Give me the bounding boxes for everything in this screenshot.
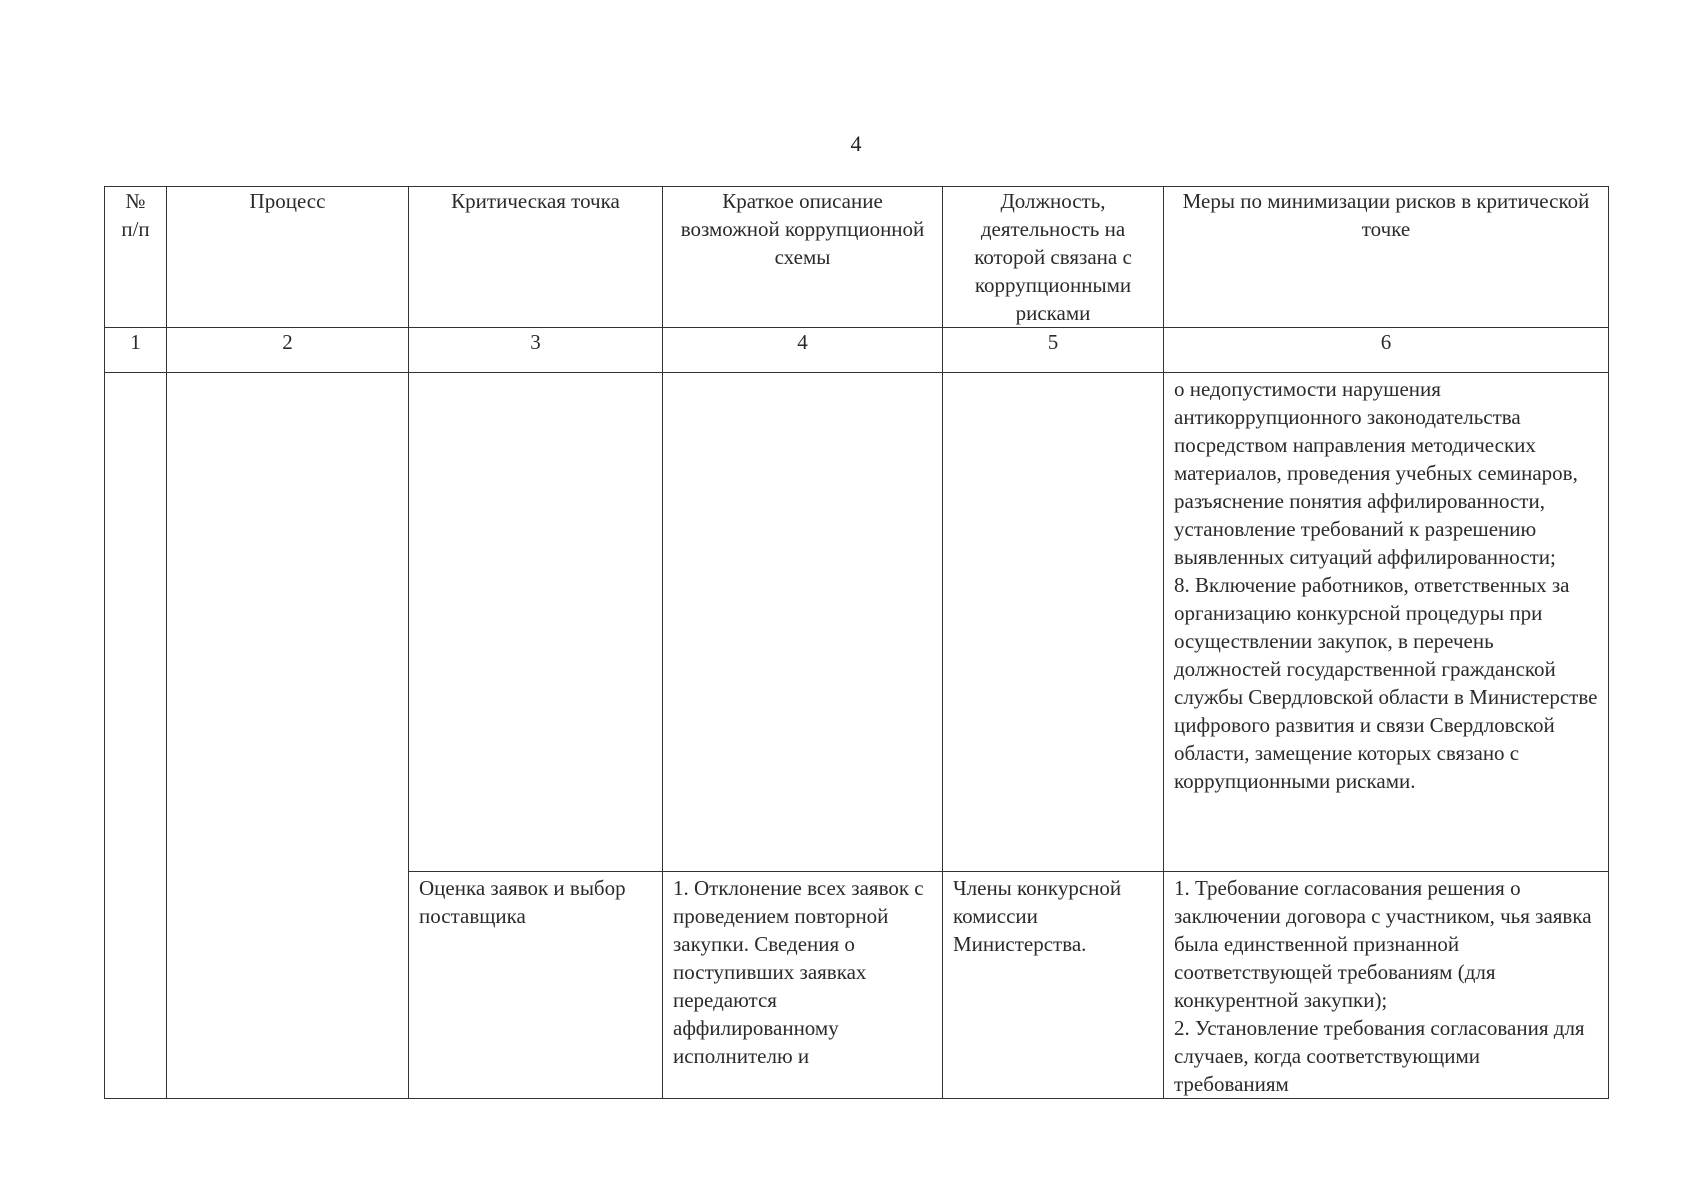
column-number-row	[105, 328, 1609, 373]
cell-critical-point-empty	[409, 373, 663, 872]
column-number-4: 4	[663, 328, 943, 373]
column-number-6: 6	[1164, 328, 1609, 373]
cell-position-empty	[943, 373, 1164, 872]
cell-process	[167, 373, 409, 1099]
column-number-5: 5	[943, 328, 1164, 373]
column-number-2: 2	[167, 328, 409, 373]
position-text: Члены конкурсной комиссии Министерства.	[953, 876, 1122, 956]
cell-scheme-empty	[663, 373, 943, 872]
cell-measures	[1164, 872, 1609, 1099]
header-cell-scheme: Краткое описание возможной коррупционной схемы	[663, 187, 943, 328]
cell-critical-point	[409, 872, 663, 1099]
header-cell-critical-point: Критическая точка	[409, 187, 663, 328]
column-number-3: 3	[409, 328, 663, 373]
critical-point-text: Оценка заявок и выбор поставщика	[419, 876, 626, 928]
header-cell-process: Процесс	[167, 187, 409, 328]
scheme-text: 1. Отклонение всех заявок с проведением повторной закупки. Сведения о поступивших заявках передаются аффилированному исполнителю и	[673, 876, 924, 1068]
header-row	[105, 187, 1609, 328]
header-cell-measures: Меры по минимизации рисков в критической точке	[1164, 187, 1609, 328]
page-number: 4	[850, 131, 862, 156]
cell-position	[943, 872, 1164, 1099]
measures-continuation-text: о недопустимости нарушения антикоррупционного законодательства посредством направления методических материалов, проведения учебных семинаров, разъяснение понятия аффилированности, установление требований к разрешению выявленных ситуаций аффилированности; 8. Включение работников, ответственных за организацию конкурсной процедуры при осуществлении закупок, в перечень должностей государственной гражданской службы Свердловской области в Министерстве цифрового развития и связи Свердловской области, замещение которых связано с коррупционными рисками.	[1174, 377, 1598, 793]
cell-measures-continuation	[1164, 373, 1609, 872]
cell-scheme	[663, 872, 943, 1099]
measures-text: 1. Требование согласования решения о заключении договора с участником, чья заявка была единственной признанной соответствующей требованиям (для конкурентной закупки); 2. Установление требования согласования для случаев, когда соответствующими требованиям	[1174, 876, 1592, 1096]
cell-number	[105, 373, 167, 1099]
header-cell-position: Должность, деятельность на которой связана с коррупционными рисками	[943, 187, 1164, 328]
continuation-row	[105, 373, 1609, 872]
column-number-1: 1	[105, 328, 167, 373]
corruption-risk-table	[104, 186, 1609, 1099]
header-cell-number: № п/п	[105, 187, 167, 328]
